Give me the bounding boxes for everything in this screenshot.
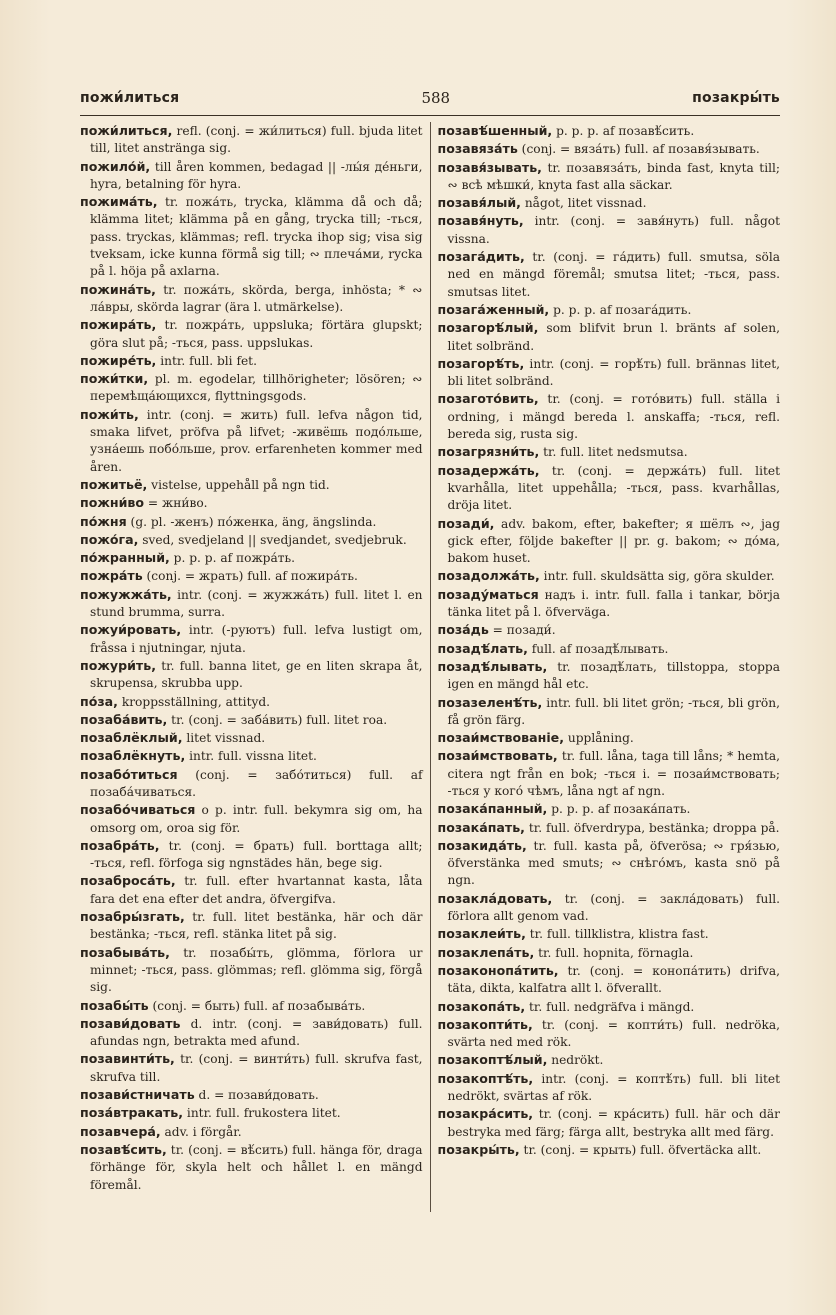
- entry-headword: позака́пать,: [437, 819, 525, 835]
- entry-headword: позадержа́ть,: [437, 462, 540, 478]
- entry-headword: позакопти́ть,: [437, 1016, 533, 1032]
- entry-definition: intr. (conj. = горѣ́ть) full. brännas litet, bli litet solbränd.: [447, 356, 780, 389]
- entry-definition: tr. (conj. = га́дить) full. smutsa, söla ned en mängd föremål; smutsa litet; -ться, pass. smutsas litet.: [447, 250, 780, 299]
- entry-headword: позавяза́ть: [437, 141, 518, 157]
- entry-definition: tr. (conj. = держа́ть) full. litet kvarhålla, litet uppehålla; -ться, pass. kvarhållas, dröja litet.: [447, 463, 780, 513]
- dictionary-entry: [80, 944, 423, 997]
- entry-definition: d. = позави́довать.: [194, 1088, 319, 1103]
- entry-definition: tr. (conj. = кра́сить) full. här och där bestryka med färg; färga allt, bestryka allt med färg.: [447, 1107, 780, 1139]
- dictionary-entry: [80, 1141, 423, 1194]
- entry-definition: adv. bakom, efter, bakefter; я шёлъ ∾, jag gick efter, följde bakefter || pr. g. bakom; ∾ до́ма, bakom huset.: [447, 516, 780, 566]
- dictionary-entry: [438, 212, 781, 248]
- dictionary-entry: [80, 494, 423, 512]
- dictionary-entry: [438, 390, 781, 443]
- entry-definition: (conj. = быть) full. af позабыва́ть.: [148, 998, 366, 1013]
- entry-definition: tr. (conj. = крыть) full. öfvertäcka allt.: [519, 1142, 762, 1157]
- entry-definition: intr. (conj. = завя́нуть) full. något vissna.: [447, 214, 780, 246]
- entry-headword: пожи́ть,: [80, 406, 139, 422]
- entry-headword: позагорѣ́лый,: [437, 320, 539, 336]
- dictionary-entry: [80, 766, 423, 802]
- entry-definition: refl. (conj. = жи́литься) full. bjuda litet till, litet anstränga sig.: [90, 124, 423, 156]
- dictionary-entry: [80, 997, 423, 1015]
- entry-headword: пожитьё,: [80, 476, 148, 492]
- right-running-head: позакры́ть: [692, 90, 780, 106]
- entry-headword: позаклепа́ть,: [437, 944, 535, 960]
- entry-definition: надъ i. intr. full. falla i tankar, börja tänka litet på l. öfverväga.: [447, 587, 780, 620]
- dictionary-entry: [438, 962, 781, 998]
- entry-headword: пожило́й,: [80, 158, 151, 174]
- dictionary-entry: [80, 158, 423, 194]
- dictionary-entry: [80, 406, 423, 476]
- entry-definition: tr. full. litet bestänka, här och där bestänka; -ться, refl. stänka litet på sig.: [90, 910, 423, 942]
- dictionary-entry: [438, 837, 781, 890]
- entry-headword: позаи́мствовать,: [437, 748, 558, 764]
- entry-headword: позаблёклый,: [80, 730, 183, 746]
- entry-definition: tr. пожа́ть, trycka, klämma då och då; klämma litet; klämma på en gång, trycka till; -ться, pass. tryckas, klämmas; refl. trycka ihop sig; visa sig tveksam, icke kunna förmå sig till; ∾ плеча́ми, rycka på l. höja på axlarna.: [90, 195, 423, 279]
- entry-definition: tr. (conj. = закла́довать) full. förlora allt genom vad.: [447, 891, 780, 924]
- entry-headword: позаба́вить,: [80, 711, 168, 727]
- dictionary-entry: [80, 908, 423, 944]
- entry-definition: intr. full. frukostera litet.: [183, 1106, 341, 1121]
- dictionary-entry: [438, 159, 781, 195]
- entry-definition: pl. m. egodelar, tillhörigheter; lösören; ∾ перемѣща́ющихся, flyttningsgods.: [90, 372, 423, 404]
- entry-headword: пожо́га,: [80, 531, 139, 547]
- dictionary-entry: [80, 316, 423, 352]
- dictionary-entry: [80, 621, 423, 657]
- entry-definition: kroppsställning, attityd.: [117, 694, 271, 709]
- entry-definition: (g. pl. -женъ) по́женка, äng, ängslinda.: [126, 514, 377, 529]
- dictionary-entry: [80, 1104, 423, 1122]
- dictionary-entry: [438, 567, 781, 585]
- entry-headword: пожи́литься,: [80, 123, 173, 138]
- dictionary-entry: [80, 531, 423, 549]
- dictionary-entry: [80, 549, 423, 567]
- dictionary-entry: [80, 837, 423, 873]
- entry-headword: позави́стничать: [80, 1087, 195, 1103]
- entry-headword: позагрязни́ть,: [437, 444, 540, 460]
- dictionary-entry: [80, 729, 423, 747]
- dictionary-entry: [438, 944, 781, 962]
- entry-definition: intr. (conj. = жить) full. lefva någon tid, smaka lifvet, pröfva på lifvet; -живёшь подо́льше, узна́ешь побо́льше, prov. erfarenheten kommer med åren.: [90, 407, 423, 474]
- entry-headword: позабо́титься: [80, 766, 178, 782]
- entry-definition: (conj. = вяза́ть) full. af позавя́зывать.: [517, 142, 760, 157]
- entry-headword: позабы́ть: [80, 997, 149, 1013]
- dictionary-entry: [438, 925, 781, 943]
- dictionary-entry: [438, 640, 781, 658]
- entry-definition: о p. intr. full. bekymra sig om, ha omsorg om, oroa sig för.: [90, 803, 423, 835]
- dictionary-entry: [438, 122, 781, 140]
- entry-headword: позазеленѣ́ть,: [437, 694, 543, 710]
- entry-definition: intr. full. bli litet grön; -ться, bli grön, få grön färg.: [447, 695, 780, 727]
- dictionary-entry: [80, 1050, 423, 1086]
- dictionary-entry: [438, 998, 781, 1016]
- entry-definition: tr. позабы́ть, glömma, förlora ur minnet; -ться, pass. glömmas; refl. glömma sig, förgå sig.: [90, 945, 423, 995]
- entry-definition: tr. (conj. = вѣ́сить) full. hänga för, draga förhänge för, skyla helt och hållet l. en mängd föremål.: [90, 1142, 423, 1192]
- entry-headword: позаконопа́тить,: [437, 962, 559, 978]
- entry-definition: tr. (conj. = заба́вить) full. litet roa.: [167, 712, 388, 727]
- entry-headword: пожира́ть,: [80, 317, 157, 333]
- dictionary-entry: [438, 819, 781, 837]
- entry-definition: tr. full. öfverdrypa, bestänka; droppa på.: [524, 820, 780, 835]
- entry-definition: (conj. = забо́титься) full. af позаба́чиваться.: [90, 767, 423, 799]
- entry-headword: позаклáдовать,: [437, 890, 553, 906]
- entry-definition: p. p. p. af позага́дить.: [549, 302, 692, 317]
- dictionary-entry: [438, 694, 781, 730]
- left-running-head: пожи́литься: [80, 90, 180, 106]
- dictionary-entry: [438, 1141, 781, 1159]
- dictionary-entry: [80, 370, 423, 406]
- entry-headword: позабра́ть,: [80, 837, 160, 853]
- entry-headword: позаблёкнуть,: [80, 748, 186, 764]
- dictionary-entry: [438, 621, 781, 639]
- dictionary-columns: [80, 122, 780, 1212]
- entry-headword: позадѣ́лывать,: [437, 658, 548, 674]
- dictionary-entry: [438, 586, 781, 622]
- entry-headword: позакры́ть,: [437, 1141, 520, 1157]
- entry-headword: позагорѣ́ть,: [437, 355, 525, 371]
- dictionary-entry: [438, 194, 781, 212]
- entry-definition: p. p. p. af позака́пать.: [547, 802, 691, 817]
- entry-definition: tr. full. litet nedsmutsa.: [539, 445, 688, 460]
- entry-headword: пожра́ть: [80, 568, 143, 584]
- entry-definition: litet vissnad.: [182, 731, 266, 746]
- entry-definition: intr. full. skuldsätta sig, göra skulder.: [539, 569, 775, 584]
- entry-definition: tr. позадѣ́лать, tillstoppa, stoppa igen en mängd hål etc.: [447, 659, 780, 692]
- entry-definition: p. p. p. af позавѣ́сить.: [552, 124, 695, 138]
- entry-headword: позавя́лый,: [437, 195, 521, 211]
- entry-definition: nedrökt.: [547, 1053, 604, 1068]
- entry-headword: позакида́ть,: [437, 837, 527, 853]
- entry-headword: позакоптѣ́ть,: [437, 1070, 534, 1086]
- entry-definition: intr. full. bli fet.: [156, 353, 257, 368]
- entry-definition: = жни́во.: [144, 496, 208, 511]
- dictionary-entry: [80, 1015, 423, 1051]
- entry-headword: позаду́маться: [437, 586, 539, 602]
- entry-headword: позадѣ́лать,: [437, 640, 528, 656]
- entry-headword: позакопа́ть,: [437, 998, 526, 1014]
- entry-headword: позакра́сить,: [437, 1106, 534, 1122]
- entry-definition: tr. full. banna litet, ge en liten skrapa åt, skrupensa, skrubba upp.: [90, 658, 423, 691]
- entry-definition: tr. full. låna, taga till låns; * hemta, citera ngt från en bok; -ться i. = позаи́мствовать; -ться у кого́ чѣмъ, låna ngt af ngn.: [447, 749, 780, 798]
- dictionary-entry: [80, 567, 423, 585]
- entry-headword: позавѣ́сить,: [80, 1141, 167, 1157]
- entry-definition: tr. пожа́ть, skörda, berga, inhösta; * ∾ ла́вры, skörda lagrar (ära l. utmärkelse).: [90, 282, 423, 314]
- dictionary-entry: [80, 711, 423, 729]
- entry-definition: tr. full. kasta på, öfverösa; ∾ гря́зью, öfverstänka med smuts; ∾ снѣго́мъ, kasta snö på ngn.: [447, 838, 780, 888]
- entry-headword: пожире́ть,: [80, 352, 157, 368]
- dictionary-entry: [438, 301, 781, 319]
- dictionary-entry: [80, 586, 423, 622]
- dictionary-entry: [80, 476, 423, 494]
- entry-definition: upplåning.: [564, 731, 634, 746]
- dictionary-entry: [80, 1123, 423, 1141]
- dictionary-entry: [438, 443, 781, 461]
- entry-definition: intr. full. vissna litet.: [185, 749, 317, 764]
- dictionary-entry: [438, 515, 781, 568]
- dictionary-entry: [80, 193, 423, 280]
- entry-headword: позавчера́,: [80, 1123, 161, 1139]
- entry-definition: tr. (conj. = гото́вить) full. ställa i ordning, i mängd bereda l. anskaffa; -ться, refl. bereda sig, rusta sig.: [447, 392, 780, 442]
- entry-headword: пожина́ть,: [80, 281, 156, 297]
- entry-definition: d. intr. (conj. = зави́довать) full. afundas ngn, betrakta med afund.: [90, 1016, 423, 1049]
- entry-headword: позабо́чиваться: [80, 802, 196, 818]
- entry-definition: intr. (conj. = коптѣ́ть) full. bli litet nedrökt, svärtas af rök.: [447, 1071, 780, 1104]
- dictionary-entry: [438, 729, 781, 747]
- entry-headword: пожужжа́ть,: [80, 586, 172, 602]
- entry-headword: позаброса́ть,: [80, 873, 176, 889]
- entry-headword: по́жня: [80, 513, 127, 529]
- entry-definition: tr. (conj. = конопа́тить) drifva, täta, dikta, kalfatra allt l. öfverallt.: [447, 963, 780, 996]
- entry-definition: = позади́.: [488, 623, 556, 638]
- entry-definition: tr. full. efter hvartannat kasta, låta fara det ena efter det andra, öfvergifva.: [90, 874, 423, 906]
- dictionary-entry: [80, 513, 423, 531]
- entry-definition: tr. пожра́ть, uppsluka; förtära glupskt; göra slut på; -ться, pass. uppslukas.: [90, 318, 423, 350]
- dictionary-entry: [438, 800, 781, 818]
- dictionary-entry: [438, 658, 781, 694]
- dictionary-entry: [80, 747, 423, 765]
- entry-headword: позагото́вить,: [437, 391, 539, 407]
- entry-headword: позакоптѣ́лый,: [437, 1052, 548, 1068]
- dictionary-entry: [80, 1086, 423, 1104]
- entry-headword: пожи́тки,: [80, 371, 149, 387]
- entry-headword: позадолжа́ть,: [437, 568, 540, 584]
- entry-headword: позабыва́ть,: [80, 944, 170, 960]
- entry-headword: позабры́згать,: [80, 909, 185, 925]
- entry-headword: по́жранный,: [80, 550, 170, 566]
- page-number: 588: [421, 89, 451, 107]
- entry-headword: позади́,: [437, 515, 495, 531]
- entry-headword: позави́довать: [80, 1015, 181, 1031]
- dictionary-entry: [438, 355, 781, 391]
- dictionary-entry: [438, 319, 781, 355]
- right-column: [430, 122, 781, 1212]
- entry-definition: tr. позавяза́ть, binda fast, knyta till; ∾ всѣ мѣшки́, knyta fast alla säckar.: [447, 160, 780, 192]
- entry-definition: tr. (conj. = винти́ть) full. skrufva fast, skrufva till.: [90, 1052, 423, 1084]
- entry-definition: full. af позадѣ́лывать.: [527, 641, 669, 656]
- entry-headword: позавя́зывать,: [437, 159, 542, 175]
- entry-definition: som blifvit brun l. bränts af solen, litet solbränd.: [447, 321, 780, 353]
- dictionary-entry: [438, 1070, 781, 1106]
- entry-definition: tr. full. tillklistra, klistra fast.: [525, 927, 709, 942]
- entry-headword: позавя́нуть,: [437, 213, 524, 229]
- dictionary-entry: [80, 352, 423, 370]
- dictionary-entry: [438, 1051, 781, 1069]
- entry-definition: p. p. p. af пожра́ть.: [169, 551, 295, 566]
- entry-definition: intr. (conj. = жужжа́ть) full. litet l. en stund brumma, surra.: [90, 587, 423, 620]
- dictionary-entry: [80, 872, 423, 908]
- entry-definition: intr. (-руютъ) full. lefva lustigt om, fråssa i njutningar, njuta.: [90, 623, 423, 655]
- dictionary-entry: [80, 657, 423, 693]
- page-header: [80, 82, 780, 114]
- entry-definition: tr. full. nedgräfva i mängd.: [525, 999, 695, 1014]
- entry-definition: vistelse, uppehåll på ngn tid.: [147, 477, 330, 492]
- entry-definition: till åren kommen, bedagad || -лы́я де́ньги, hyra, betalning för hyra.: [90, 159, 423, 191]
- entry-headword: пожуи́ровать,: [80, 622, 182, 638]
- entry-headword: позака́панный,: [437, 801, 548, 817]
- dictionary-entry: [438, 462, 781, 515]
- entry-headword: поза́втракать,: [80, 1105, 184, 1121]
- dictionary-entry: [438, 248, 781, 301]
- dictionary-entry: [80, 693, 423, 711]
- dictionary-entry: [80, 122, 423, 158]
- entry-definition: (conj. = жрать) full. af пожира́ть.: [142, 569, 358, 584]
- entry-headword: позавинти́ть,: [80, 1051, 175, 1067]
- dictionary-entry: [80, 801, 423, 837]
- dictionary-entry: [438, 1105, 781, 1141]
- entry-definition: tr. (conj. = копти́ть) full. nedröka, svärta ned med rök.: [447, 1017, 780, 1050]
- left-column: [80, 122, 430, 1212]
- entry-headword: поза́дь: [437, 622, 489, 638]
- entry-headword: пожима́ть,: [80, 194, 158, 210]
- entry-headword: позавѣ́шенный,: [437, 123, 553, 138]
- entry-headword: позаи́мствованіе,: [437, 730, 564, 746]
- entry-headword: позага́дить,: [437, 249, 525, 265]
- entry-definition: något, litet vissnad.: [520, 196, 647, 211]
- entry-headword: пожни́во: [80, 495, 145, 511]
- entry-definition: tr. (conj. = брать) full. borttaga allt; -ться, refl. förfoga sig ngnstädes hän, bege sig.: [90, 838, 423, 871]
- entry-definition: tr. full. hopnita, förnagla.: [534, 945, 694, 960]
- entry-headword: по́за,: [80, 693, 118, 709]
- entry-definition: adv. i förgår.: [160, 1124, 242, 1139]
- dictionary-entry: [438, 890, 781, 926]
- entry-definition: sved, svedjeland || svedjandet, svedjebruk.: [138, 532, 407, 547]
- entry-headword: пожури́ть,: [80, 657, 156, 673]
- dictionary-entry: [438, 747, 781, 800]
- dictionary-entry: [438, 140, 781, 158]
- header-rule: [80, 115, 780, 116]
- entry-headword: позага́женный,: [437, 301, 550, 317]
- entry-headword: позаклеи́ть,: [437, 926, 526, 942]
- dictionary-entry: [438, 1016, 781, 1052]
- dictionary-entry: [80, 281, 423, 317]
